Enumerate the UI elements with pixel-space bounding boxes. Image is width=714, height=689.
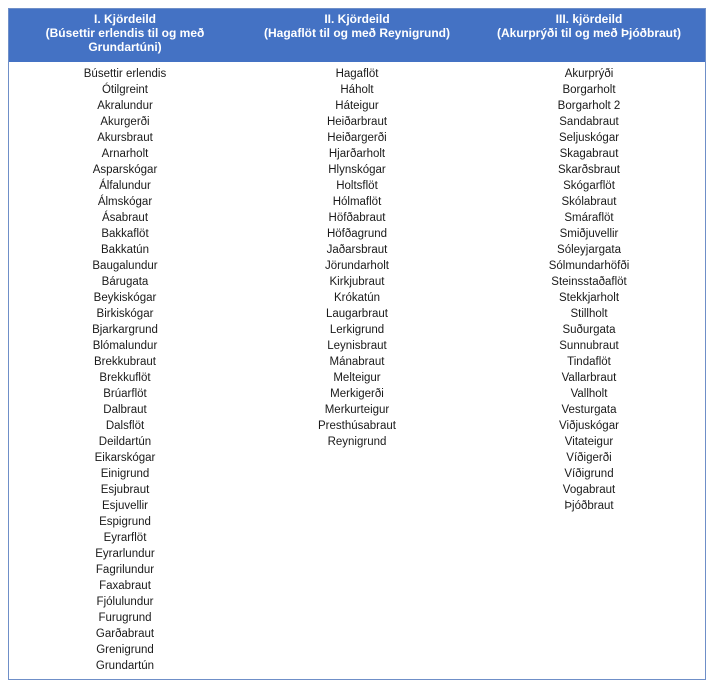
street-item: Sunnubraut bbox=[559, 340, 619, 352]
street-item: Bárugata bbox=[101, 276, 149, 288]
street-item: Viðjuskógar bbox=[559, 420, 619, 432]
street-item: Álmskógar bbox=[97, 196, 153, 208]
street-item: Arnarholt bbox=[101, 148, 149, 160]
street-item: Vitateigur bbox=[564, 436, 614, 448]
street-item: Akralundur bbox=[97, 100, 153, 112]
street-item: Krókatún bbox=[333, 292, 381, 304]
street-item: Bjarkargrund bbox=[92, 324, 158, 336]
street-item: Ásabraut bbox=[101, 212, 149, 224]
header-district-3 bbox=[473, 9, 705, 62]
table-header bbox=[9, 9, 705, 62]
street-item: Laugarbraut bbox=[325, 308, 389, 320]
street-item: Blómalundur bbox=[92, 340, 158, 352]
street-item: Vallholt bbox=[570, 388, 608, 400]
street-item: Skarðsbraut bbox=[557, 164, 620, 176]
street-item: Þjóðbraut bbox=[564, 500, 614, 512]
street-item: Jörundarholt bbox=[325, 260, 389, 272]
district-2-title: II. Kjördeild bbox=[324, 12, 390, 26]
street-item: Bakkaflöt bbox=[101, 228, 149, 240]
street-item: Melteigur bbox=[333, 372, 381, 384]
street-item: Vogabraut bbox=[562, 484, 616, 496]
street-item: Grundartún bbox=[95, 660, 155, 672]
street-item: Víðigerði bbox=[566, 452, 612, 464]
polling-district-table bbox=[8, 8, 706, 680]
street-item: Hagaflöt bbox=[335, 68, 379, 80]
street-item: Kirkjubraut bbox=[329, 276, 385, 288]
street-item: Garðabraut bbox=[95, 628, 155, 640]
street-item: Baugalundur bbox=[92, 260, 158, 272]
street-item: Merkurteigur bbox=[324, 404, 390, 416]
street-item: Birkiskógar bbox=[96, 308, 154, 320]
street-item: Esjuvellir bbox=[101, 500, 148, 512]
street-item: Furugrund bbox=[98, 612, 152, 624]
street-item: Merkigerði bbox=[330, 388, 384, 400]
street-item: Ótilgreint bbox=[101, 84, 149, 96]
street-item: Dalsflöt bbox=[105, 420, 145, 432]
street-item: Reynigrund bbox=[327, 436, 387, 448]
street-item: Skagabraut bbox=[559, 148, 619, 160]
street-item: Borgarholt 2 bbox=[557, 100, 621, 112]
street-item: Esjubraut bbox=[100, 484, 150, 496]
district-1-title: I. Kjördeild bbox=[93, 12, 156, 26]
street-item: Faxabraut bbox=[99, 580, 151, 592]
street-item: Akurgerði bbox=[100, 116, 150, 128]
street-item: Höfðagrund bbox=[326, 228, 388, 240]
street-item: Steinsstaðaflöt bbox=[551, 276, 627, 288]
street-item: Eikarskógar bbox=[94, 452, 156, 464]
street-item: Brúarflöt bbox=[103, 388, 147, 400]
street-item: Skógarflöt bbox=[563, 180, 615, 192]
street-item: Háteigur bbox=[335, 100, 379, 112]
street-item: Smáraflöt bbox=[564, 212, 614, 224]
street-item: Holtsflöt bbox=[336, 180, 378, 192]
street-list-district-2 bbox=[241, 62, 473, 680]
street-item: Fjólulundur bbox=[96, 596, 154, 608]
street-item: Mánabraut bbox=[329, 356, 385, 368]
district-2-subtitle: (Hagaflöt til og með Reynigrund) bbox=[264, 26, 450, 40]
table-body bbox=[9, 62, 705, 680]
street-item: Asparskógar bbox=[92, 164, 158, 176]
street-item: Eyrarflöt bbox=[103, 532, 147, 544]
street-item: Hólmaflöt bbox=[332, 196, 382, 208]
street-item: Einigrund bbox=[100, 468, 150, 480]
street-item: Suðurgata bbox=[562, 324, 616, 336]
street-item: Seljuskógar bbox=[558, 132, 620, 144]
street-item: Vallarbraut bbox=[561, 372, 617, 384]
street-item: Höfðabraut bbox=[328, 212, 386, 224]
street-item: Lerkigrund bbox=[329, 324, 385, 336]
street-item: Hlynskógar bbox=[328, 164, 386, 176]
street-item: Borgarholt bbox=[562, 84, 616, 96]
street-item: Eyrarlundur bbox=[95, 548, 155, 560]
street-item: Álfalundur bbox=[99, 180, 151, 192]
district-3-subtitle: (Akurprýði til og með Þjóðbraut) bbox=[496, 26, 681, 40]
street-item: Vesturgata bbox=[561, 404, 617, 416]
street-item: Deildartún bbox=[98, 436, 152, 448]
header-district-1 bbox=[9, 9, 241, 62]
street-item: Bakkatún bbox=[101, 244, 149, 256]
district-3-title: III. kjördeild bbox=[555, 12, 623, 26]
street-item: Sóleyjargata bbox=[557, 244, 621, 256]
street-list-district-3 bbox=[473, 62, 705, 680]
street-item: Búsettir erlendis bbox=[83, 68, 167, 80]
street-item: Akurprýði bbox=[564, 68, 614, 80]
street-item: Stillholt bbox=[570, 308, 608, 320]
street-item: Sólmundarhöfði bbox=[548, 260, 630, 272]
street-item: Stekkjarholt bbox=[558, 292, 620, 304]
street-item: Háholt bbox=[340, 84, 374, 96]
street-item: Skólabraut bbox=[561, 196, 617, 208]
street-item: Tindaflöt bbox=[567, 356, 611, 368]
street-item: Heiðarbraut bbox=[326, 116, 388, 128]
street-item: Víðigrund bbox=[564, 468, 614, 480]
street-item: Brekkubraut bbox=[93, 356, 156, 368]
street-list-district-1 bbox=[9, 62, 241, 680]
street-item: Fagrilundur bbox=[95, 564, 155, 576]
street-item: Dalbraut bbox=[103, 404, 147, 416]
street-item: Heiðargerði bbox=[327, 132, 387, 144]
street-item: Brekkuflöt bbox=[99, 372, 151, 384]
street-item: Akursbraut bbox=[97, 132, 153, 144]
street-item: Sandabraut bbox=[559, 116, 619, 128]
street-item: Smiðjuvellir bbox=[559, 228, 619, 240]
street-item: Jaðarsbraut bbox=[326, 244, 388, 256]
street-item: Espigrund bbox=[99, 516, 151, 528]
street-item: Beykiskógar bbox=[93, 292, 157, 304]
street-item: Presthúsabraut bbox=[318, 420, 396, 432]
street-item: Leynisbraut bbox=[327, 340, 387, 352]
street-item: Hjarðarholt bbox=[328, 148, 386, 160]
header-district-2 bbox=[241, 9, 473, 62]
street-item: Grenigrund bbox=[96, 644, 154, 656]
district-1-subtitle: (Búsettir erlendis til og með Grundartúni) bbox=[45, 26, 205, 54]
